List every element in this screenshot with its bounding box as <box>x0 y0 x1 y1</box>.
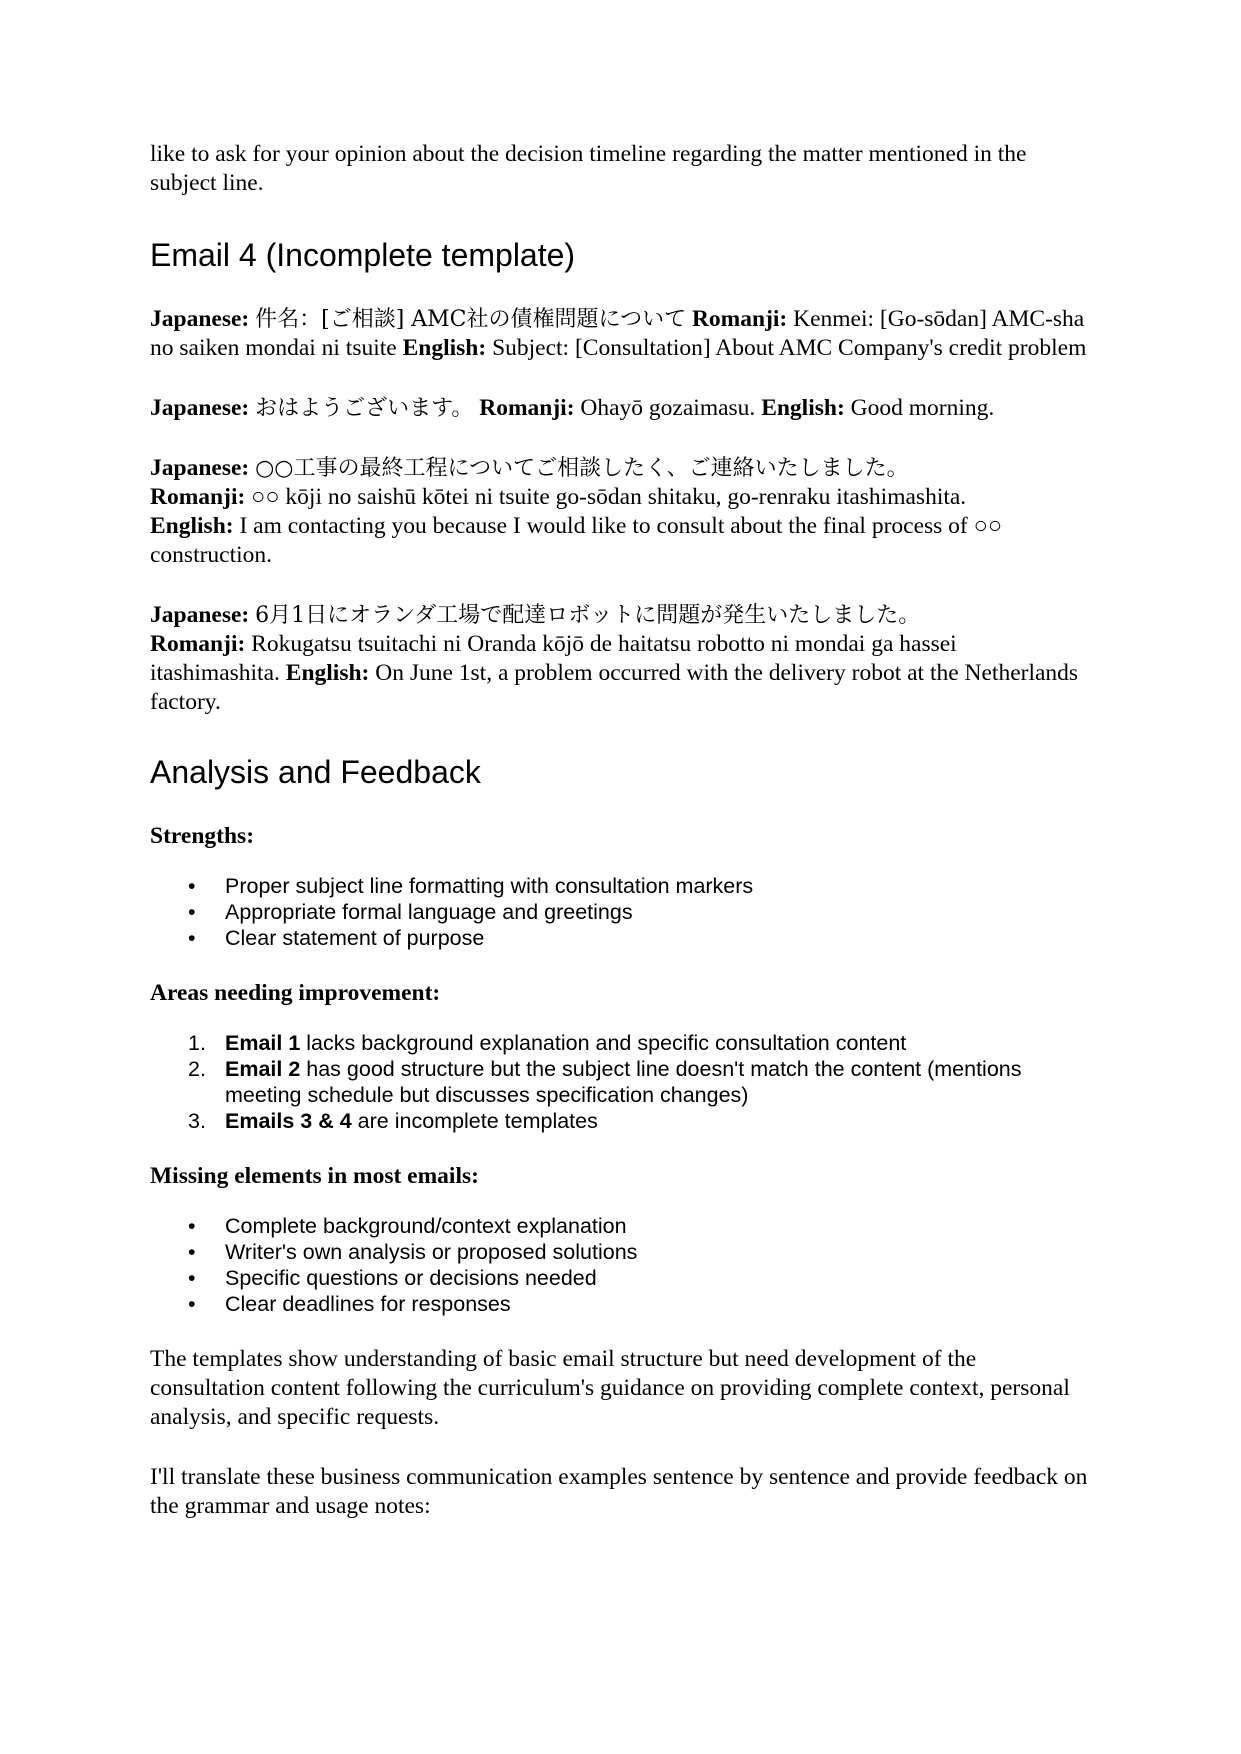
list-item-text: Appropriate formal language and greetings <box>225 900 633 924</box>
strengths-list <box>150 873 1090 951</box>
bullet-icon: • <box>188 1240 196 1264</box>
bullet-icon: • <box>188 926 196 950</box>
list-item <box>150 1291 1090 1317</box>
email4-entry-greeting <box>150 394 1090 423</box>
bullet-icon: • <box>188 874 196 898</box>
bullet-icon: • <box>188 1214 196 1238</box>
list-item-text: are incomplete templates <box>351 1109 598 1133</box>
japanese-label: Japanese: <box>150 306 250 332</box>
romanji-label: Romanji: <box>150 484 246 510</box>
list-item-text: Clear deadlines for responses <box>225 1292 511 1316</box>
improvement-title: Areas needing improvement: <box>150 980 441 1006</box>
japanese-text: 件名：[ご相談] AMC社の債権問題について <box>255 307 687 332</box>
email4-entry-purpose <box>150 454 1090 570</box>
english-text: On June 1st, a problem occurred with the delivery robot at the Netherlands factory. <box>150 660 1079 715</box>
list-item <box>150 1030 1090 1056</box>
email4-entry-subject <box>150 305 1090 363</box>
list-item-text: Complete background/context explanation <box>225 1214 627 1238</box>
analysis-heading: Analysis and Feedback <box>150 754 481 790</box>
list-item <box>150 1108 1090 1134</box>
intro-paragraph: like to ask for your opinion about the decision timeline regarding the matter mentioned in the subject line. <box>150 141 1027 196</box>
list-item-text: Clear statement of purpose <box>225 926 485 950</box>
japanese-text: おはようございます。 <box>255 396 474 421</box>
list-item-bold: Emails 3 & 4 <box>225 1109 352 1133</box>
list-number: 1. <box>188 1031 206 1055</box>
improvement-list <box>150 1030 1090 1134</box>
list-item-text: lacks background explanation and specific consultation content <box>300 1031 907 1055</box>
email4-heading: Email 4 (Incomplete template) <box>150 237 576 273</box>
list-item-text: Specific questions or decisions needed <box>225 1266 597 1290</box>
strengths-title: Strengths: <box>150 823 255 849</box>
list-item <box>150 1265 1090 1291</box>
document-page <box>150 140 1090 1552</box>
romanji-label: Romanji: <box>150 631 246 657</box>
japanese-label: Japanese: <box>150 455 250 481</box>
list-item-bold: Email 2 <box>225 1057 301 1081</box>
closing-paragraph: I'll translate these business communication examples sentence by sentence and provide feedback on the grammar and usage notes: <box>150 1464 1088 1519</box>
english-label: English: <box>402 335 487 361</box>
list-item <box>150 925 1090 951</box>
missing-title: Missing elements in most emails: <box>150 1163 479 1189</box>
list-item <box>150 1213 1090 1239</box>
romanji-text: Rokugatsu tsuitachi ni Oranda kōjō de haitatsu robotto ni mondai ga hassei itashimashita. <box>150 631 957 686</box>
list-item <box>150 873 1090 899</box>
english-text: Good morning. <box>850 395 995 421</box>
english-label: English: <box>761 395 845 421</box>
conclusion-paragraph: The templates show understanding of basic email structure but need development of the consultation content following the curriculum's guidance on providing complete context, personal analysis, and specific requests. <box>150 1346 1070 1430</box>
romanji-label: Romanji: <box>691 306 788 332</box>
japanese-label: Japanese: <box>150 602 250 628</box>
english-label: English: <box>150 513 234 539</box>
japanese-label: Japanese: <box>150 395 250 421</box>
list-item <box>150 1056 1090 1108</box>
english-text: Subject: [Consultation] About AMC Company's credit problem <box>492 335 1087 361</box>
list-item <box>150 899 1090 925</box>
english-text: I am contacting you because I would like to consult about the final process of ○○ construction. <box>150 513 1003 568</box>
romanji-text: ○○ kōji no saishū kōtei ni tsuite go-sōdan shitaku, go-renraku itashimashita. <box>251 484 967 510</box>
bullet-icon: • <box>188 1292 196 1316</box>
list-item-bold: Email 1 <box>225 1031 301 1055</box>
list-item-text: Writer's own analysis or proposed solutions <box>225 1240 638 1264</box>
email4-entry-problem <box>150 601 1090 717</box>
romanji-text: Ohayō gozaimasu. <box>580 395 756 421</box>
list-item-text: Proper subject line formatting with consultation markers <box>225 874 754 898</box>
list-number: 3. <box>188 1109 206 1133</box>
japanese-text: 6月1日にオランダ工場で配達ロボットに問題が発生いたしました。 <box>255 603 921 628</box>
list-number: 2. <box>188 1057 206 1081</box>
bullet-icon: • <box>188 1266 196 1290</box>
list-item <box>150 1239 1090 1265</box>
bullet-icon: • <box>188 900 196 924</box>
romanji-label: Romanji: <box>479 395 575 421</box>
missing-list <box>150 1213 1090 1317</box>
romanji-text: Kenmei: [Go-sōdan] AMC-sha no saiken mondai ni tsuite <box>150 306 1085 361</box>
japanese-text: ○○工事の最終工程についてご相談したく、ご連絡いたしました。 <box>255 456 909 481</box>
list-item-text: has good structure but the subject line doesn't match the content (mentions meeting schedule but discusses specification changes) <box>225 1057 1022 1107</box>
english-label: English: <box>285 660 370 686</box>
